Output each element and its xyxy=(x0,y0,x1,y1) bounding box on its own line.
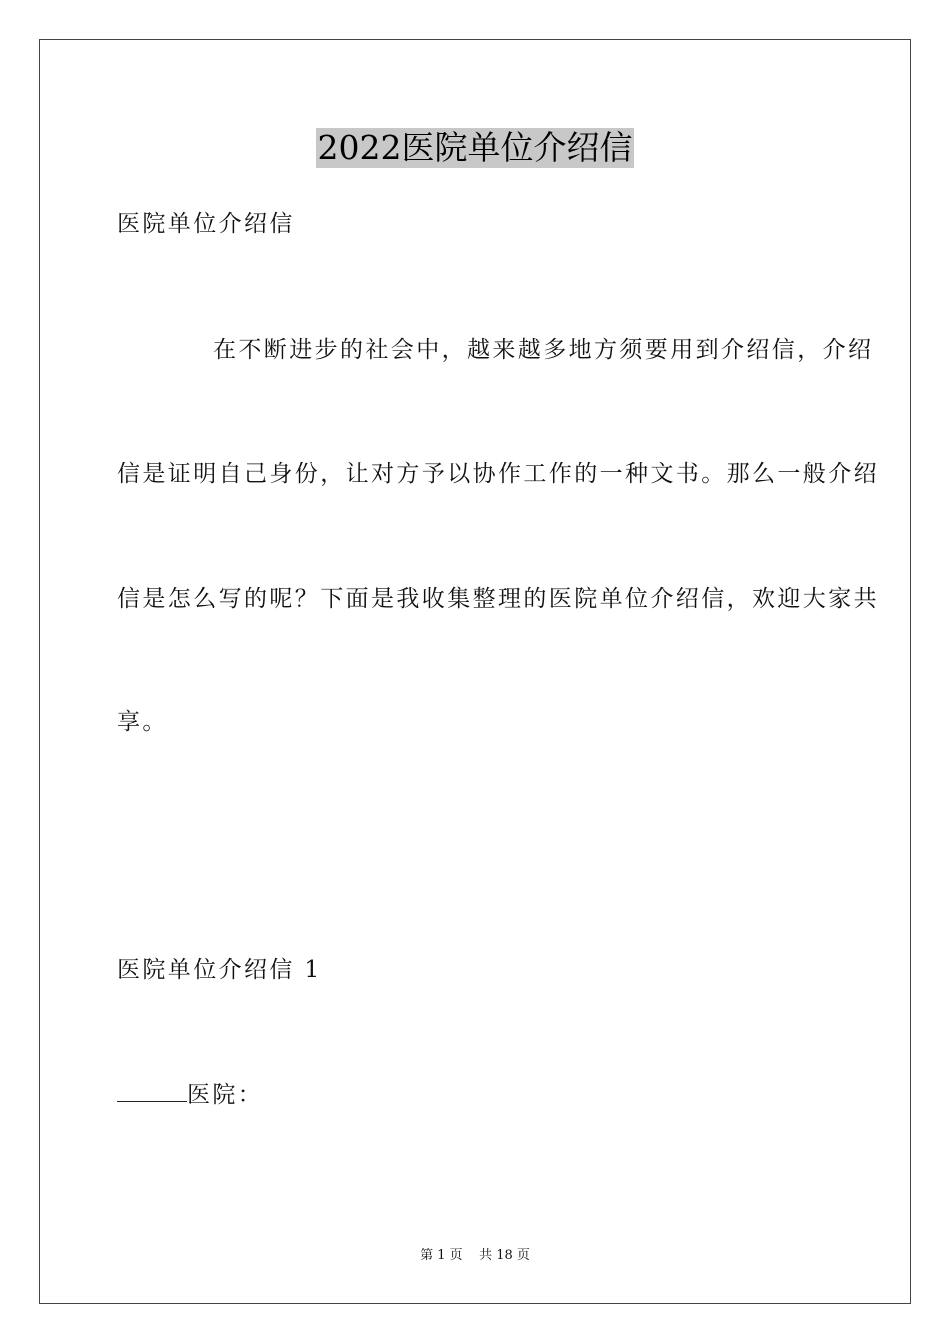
paragraph-line-3: 信是怎么写的呢？下面是我收集整理的医院单位介绍信，欢迎大家共 xyxy=(117,586,879,612)
paragraph-line-2: 信是证明自己身份，让对方予以协作工作的一种文书。那么一般介绍 xyxy=(117,461,879,487)
recipient-blank xyxy=(117,1081,187,1102)
title-container xyxy=(0,128,950,168)
page-footer: 第 1 页 共 18 页 xyxy=(420,1248,530,1263)
paragraph-line-4: 享。 xyxy=(117,709,168,735)
document-title: 2022医院单位介绍信 xyxy=(317,128,633,167)
section-heading: 医院单位介绍信 1 xyxy=(117,957,322,983)
document-subtitle: 医院单位介绍信 xyxy=(117,211,295,237)
salutation-text: 医院： xyxy=(187,1082,264,1108)
salutation-line xyxy=(117,1080,837,1110)
paragraph-line-1: 在不断进步的社会中，越来越多地方须要用到介绍信，介绍 xyxy=(213,337,874,363)
